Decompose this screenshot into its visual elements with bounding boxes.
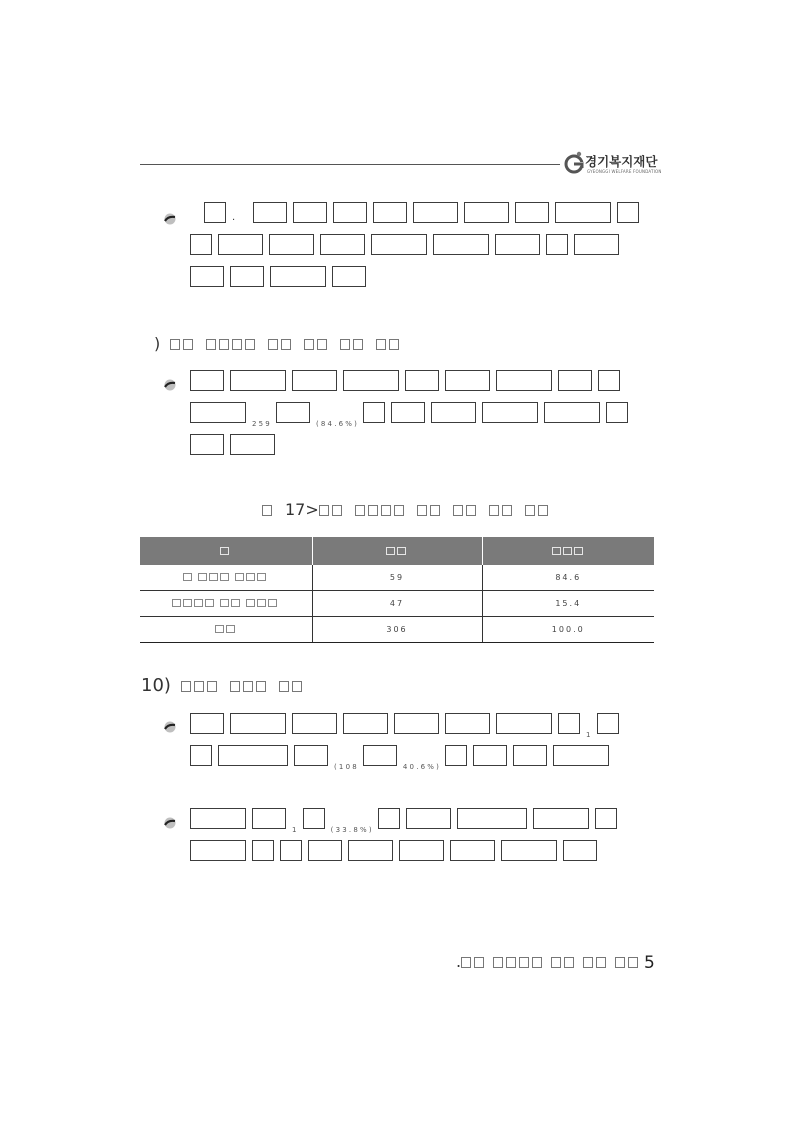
figure-b: (33.8%) [330, 826, 374, 834]
data-table [140, 537, 654, 643]
table-row-total [140, 617, 654, 643]
paragraph-3-line-2 [190, 739, 615, 783]
heading-number: 10) [141, 675, 171, 696]
figure-b: (84.6%) [315, 420, 360, 428]
figure-a: 1 [292, 826, 299, 834]
figure-b: (108 [334, 763, 359, 771]
prefix-mark: . [232, 212, 236, 223]
bullet-icon [163, 212, 177, 226]
heading-paren: ) [154, 334, 161, 353]
logo-emblem-icon [562, 150, 586, 176]
section-heading-10 [141, 676, 305, 696]
footer-prefix: . [456, 952, 462, 971]
page-number: 5 [644, 953, 655, 973]
table-header-row [140, 537, 654, 565]
row-label [140, 565, 312, 591]
figure-a: 259 [252, 420, 272, 428]
bullet-icon [163, 816, 177, 830]
foundation-logo [562, 148, 662, 178]
paragraph-4-line-2 [190, 834, 603, 866]
row-count: 59 [312, 565, 482, 591]
logo-text: 경기복지재단 [585, 154, 658, 169]
row-percent: 15.4 [482, 591, 654, 617]
paragraph-1-line-2 [190, 228, 625, 260]
table-caption [262, 500, 551, 520]
logo-subtext: GYEONGGI WELFARE FOUNDATION [587, 169, 662, 174]
paragraph-2-line-3 [190, 428, 281, 460]
row-count: 306 [312, 617, 482, 643]
row-percent: 84.6 [482, 565, 654, 591]
section-heading-9 [154, 334, 402, 354]
table-row [140, 591, 654, 617]
running-footer [456, 952, 641, 971]
table-header-category [140, 537, 312, 565]
table-header-count [312, 537, 482, 565]
row-label [140, 591, 312, 617]
header-rule [140, 164, 560, 165]
table-header-percent [482, 537, 654, 565]
bullet-icon [163, 720, 177, 734]
row-count: 47 [312, 591, 482, 617]
row-label [140, 617, 312, 643]
figure-c: 40.6%) [402, 763, 442, 771]
paragraph-2-line-1 [190, 364, 626, 396]
caption-number: 17> [285, 500, 319, 519]
bullet-icon [163, 378, 177, 392]
figure-a: 1 [586, 731, 593, 739]
table-row [140, 565, 654, 591]
row-percent: 100.0 [482, 617, 654, 643]
paragraph-1-line-3 [190, 260, 372, 292]
